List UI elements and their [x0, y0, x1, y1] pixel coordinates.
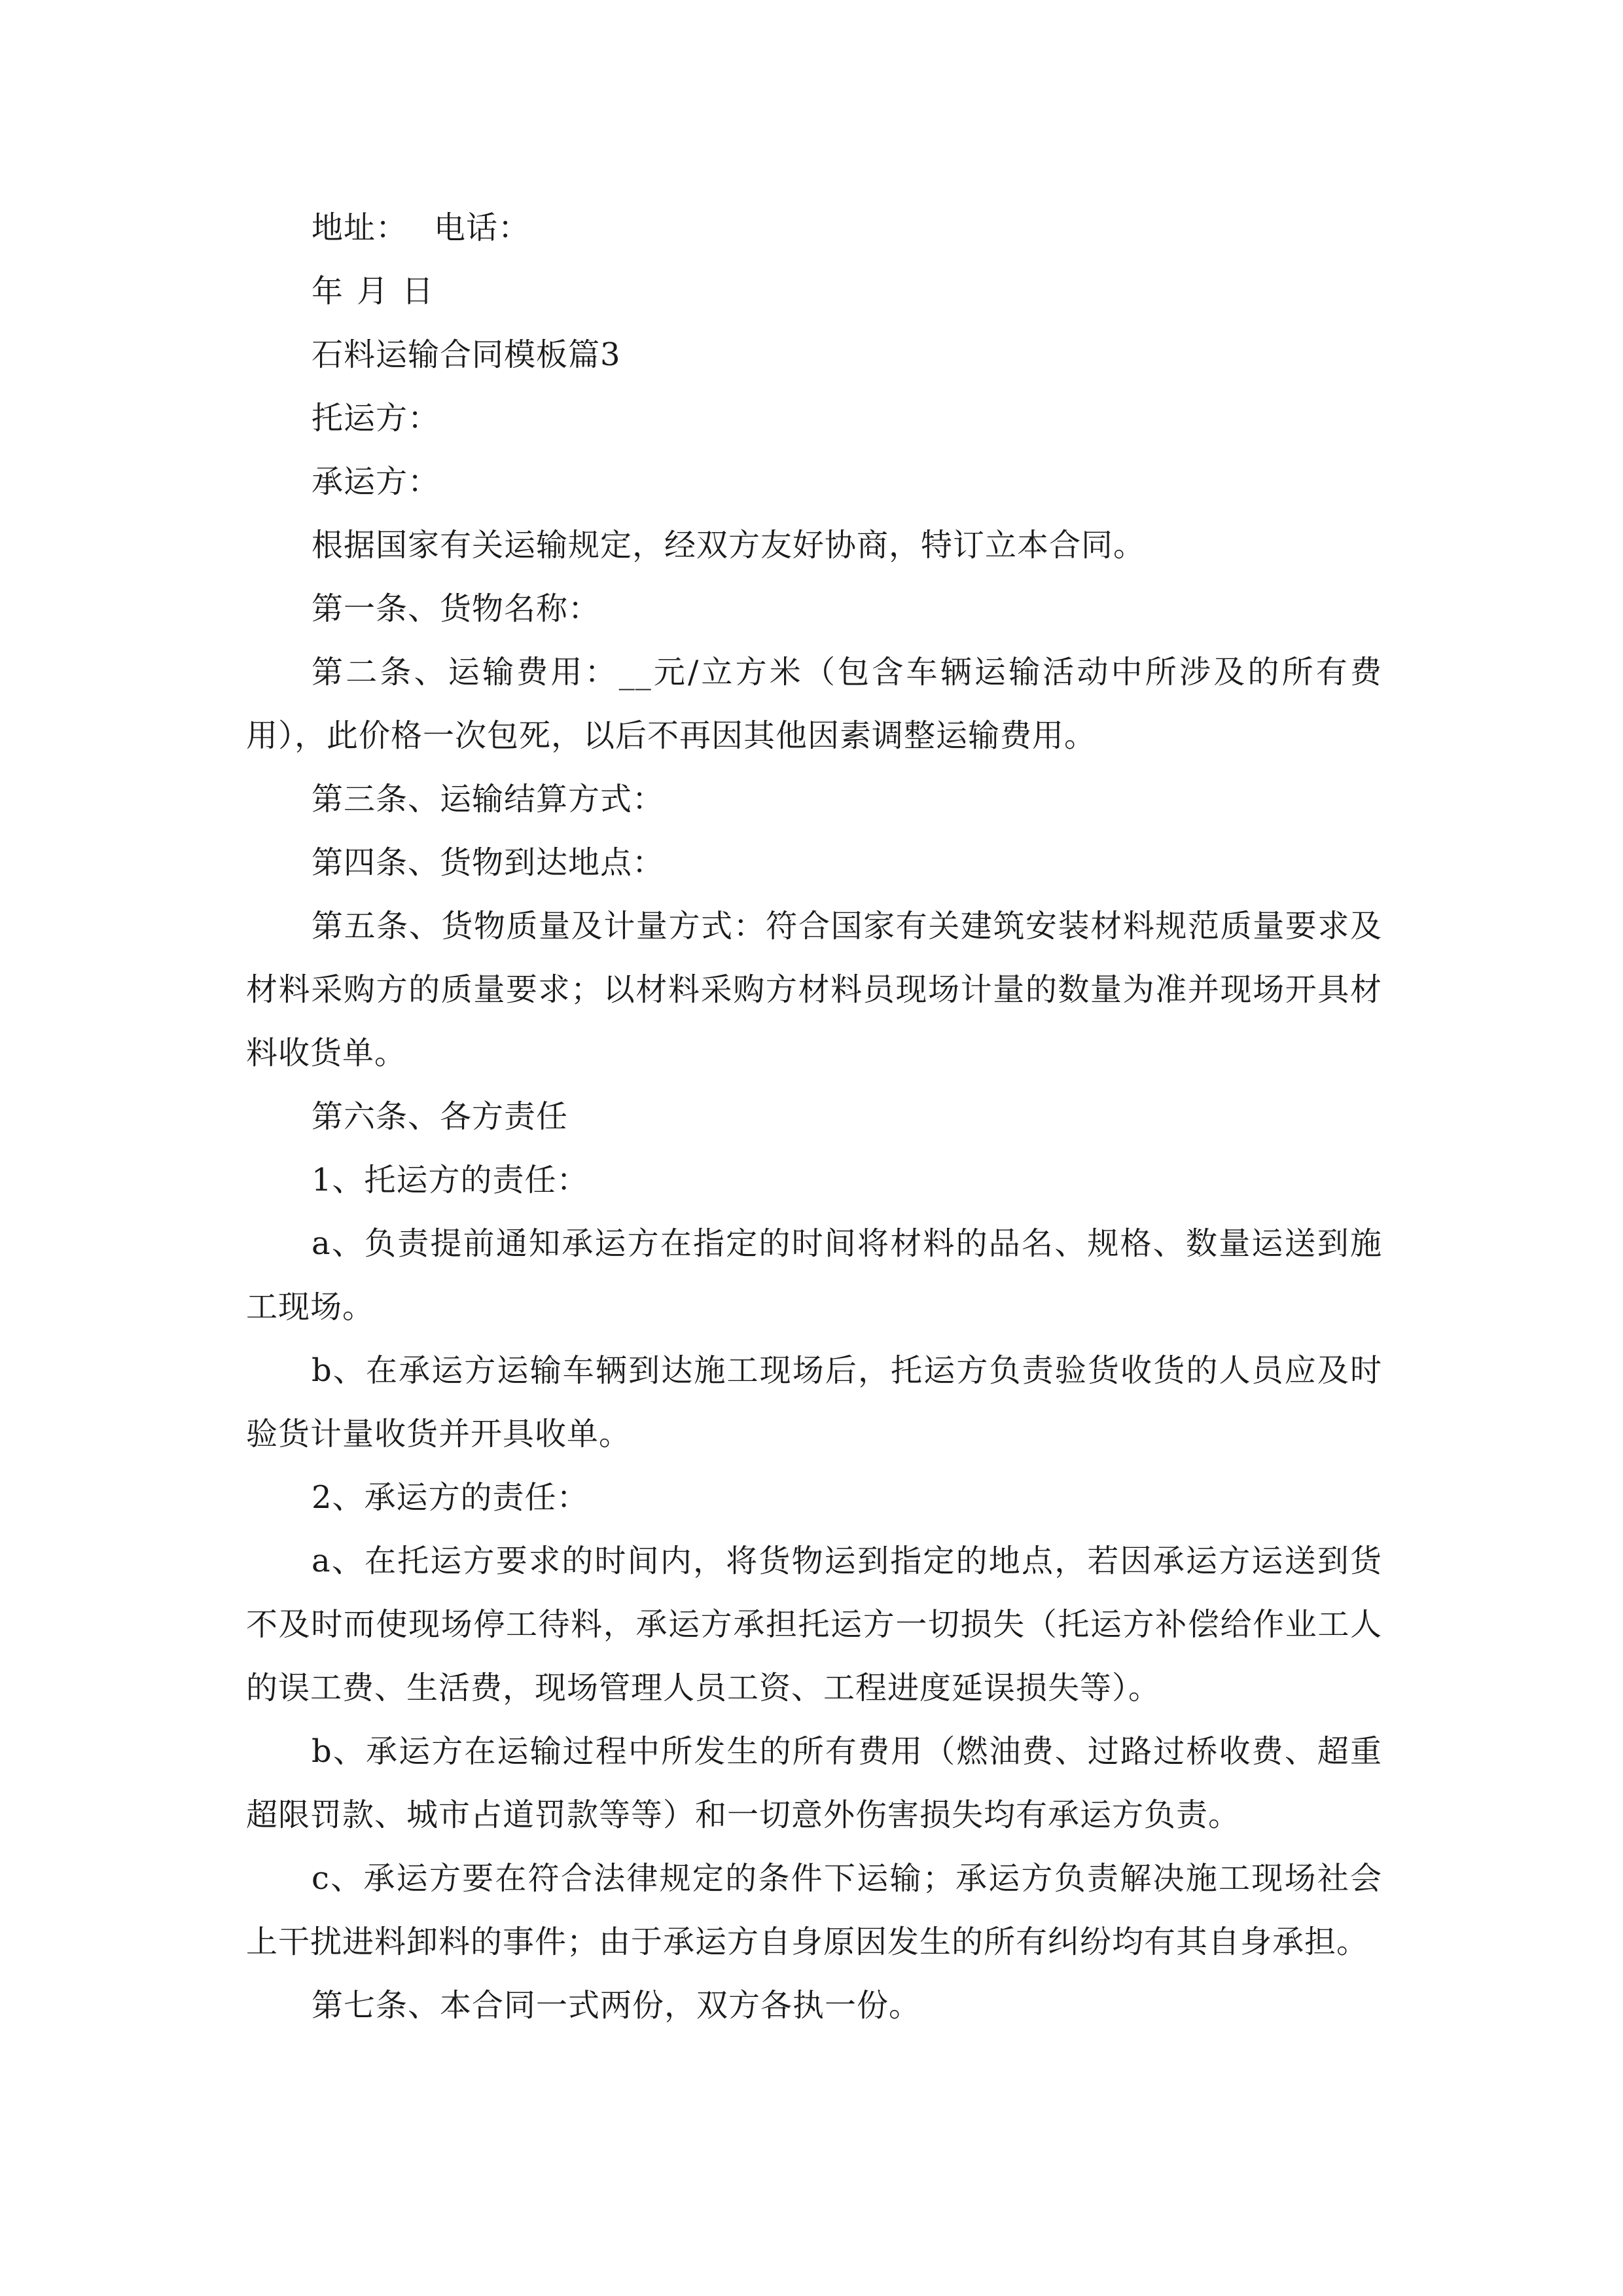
document-body — [246, 196, 1382, 2037]
carrier-duty-c: c、承运方要在符合法律规定的条件下运输；承运方负责解决施工现场社会上干扰进料卸料的事件；由于承运方自身原因发生的所有纠纷均有其自身承担。 — [246, 1860, 1382, 1960]
carrier-line: 承运方： — [312, 463, 440, 500]
address-label: 地址： — [312, 209, 408, 246]
consignor-duty-b: b、在承运方运输车辆到达施工现场后，托运方负责验货收货的人员应及时验货计量收货并开具收单。 — [246, 1352, 1382, 1452]
carrier-duties-heading: 2、承运方的责任： — [312, 1479, 589, 1516]
article-6: 第六条、各方责任 — [312, 1098, 569, 1135]
article-2: 第二条、运输费用：__元/立方米（包含车辆运输活动中所涉及的所有费用），此价格一次包死，以后不再因其他因素调整运输费用。 — [246, 654, 1382, 754]
article-3: 第三条、运输结算方式： — [312, 781, 665, 817]
article-4: 第四条、货物到达地点： — [312, 844, 665, 881]
consignor-line: 托运方： — [312, 400, 440, 437]
article-5: 第五条、货物质量及计量方式：符合国家有关建筑安装材料规范质量要求及材料采购方的质量要求；以材料采购方材料员现场计量的数量为准并现场开具材料收货单。 — [246, 908, 1382, 1071]
date-year: 年 — [312, 273, 344, 310]
date-line — [246, 260, 1382, 323]
consignor-duty-a: a、负责提前通知承运方在指定的时间将材料的品名、规格、数量运送到施工现场。 — [246, 1225, 1382, 1325]
contract-title: 石料运输合同模板篇3 — [312, 336, 621, 373]
carrier-duty-a: a、在托运方要求的时间内，将货物运到指定的地点，若因承运方运送到货不及时而使现场停工待料，承运方承担托运方一切损失（托运方补偿给作业工人的误工费、生活费，现场管理人员工资、工程进度延误损失等）。 — [246, 1543, 1382, 1706]
article-1: 第一条、货物名称： — [312, 590, 601, 627]
date-day: 日 — [402, 273, 435, 310]
article-7: 第七条、本合同一式两份，双方各执一份。 — [312, 1987, 921, 2024]
phone-label: 电话： — [434, 209, 531, 246]
preamble: 根据国家有关运输规定，经双方友好协商，特订立本合同。 — [312, 527, 1146, 564]
consignor-duties-heading: 1、托运方的责任： — [312, 1162, 589, 1198]
date-month: 月 — [357, 273, 389, 310]
address-phone-line — [246, 196, 1382, 260]
carrier-duty-b: b、承运方在运输过程中所发生的所有费用（燃油费、过路过桥收费、超重超限罚款、城市占道罚款等等）和一切意外伤害损失均有承运方负责。 — [246, 1733, 1382, 1833]
